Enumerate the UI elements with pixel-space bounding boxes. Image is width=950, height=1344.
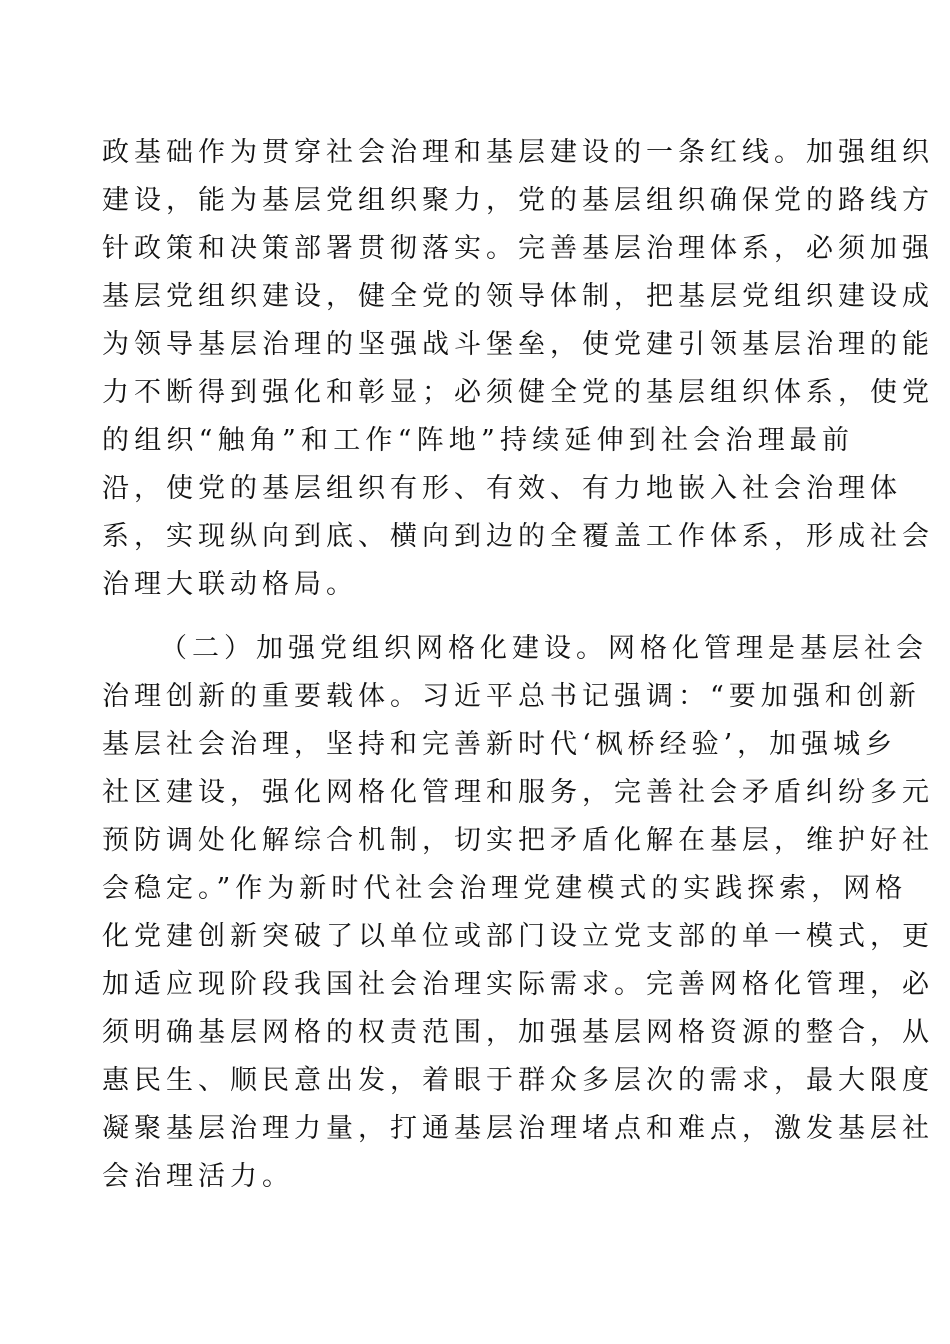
- paragraph-line: 为领导基层治理的坚强战斗堡垒，使党建引领基层治理的能: [102, 329, 934, 360]
- paragraph-line: 力不断得到强化和彰显；必须健全党的基层组织体系，使党: [102, 377, 934, 408]
- paragraph-line: 基层党组织建设，健全党的领导体制，把基层党组织建设成: [102, 281, 934, 312]
- paragraph-line: 沿，使党的基层组织有形、有效、有力地嵌入社会治理体: [102, 473, 902, 504]
- paragraph-line: 须明确基层网格的权责范围，加强基层网格资源的整合，从: [102, 1017, 934, 1048]
- paragraph-2: [102, 625, 934, 1201]
- paragraph-line: 会治理活力。: [102, 1161, 294, 1192]
- paragraph-line: 的组织“触角”和工作“阵地”持续延伸到社会治理最前: [102, 425, 854, 456]
- paragraph-line: 化党建创新突破了以单位或部门设立党支部的单一模式，更: [102, 921, 934, 952]
- paragraph-line: 针政策和决策部署贯彻落实。完善基层治理体系，必须加强: [102, 233, 934, 264]
- paragraph-line: 社区建设，强化网格化管理和服务，完善社会矛盾纠纷多元: [102, 777, 934, 808]
- paragraph-heading-line: （二）加强党组织网格化建设。网格化管理是基层社会: [160, 633, 928, 664]
- paragraph-line: 预防调处化解综合机制，切实把矛盾化解在基层，维护好社: [102, 825, 934, 856]
- paragraph-line: 政基础作为贯穿社会治理和基层建设的一条红线。加强组织: [102, 137, 934, 168]
- paragraph-line: 建设，能为基层党组织聚力，党的基层组织确保党的路线方: [102, 185, 934, 216]
- paragraph-line: 系，实现纵向到底、横向到边的全覆盖工作体系，形成社会: [102, 521, 934, 552]
- paragraph-line: 治理大联动格局。: [102, 569, 358, 600]
- paragraph-line: 治理创新的重要载体。习近平总书记强调：“要加强和创新: [102, 681, 921, 712]
- paragraph-line: 凝聚基层治理力量，打通基层治理堵点和难点，激发基层社: [102, 1113, 934, 1144]
- paragraph-line: 基层社会治理，坚持和完善新时代‘枫桥经验’，加强城乡: [102, 729, 898, 760]
- paragraph-line: 惠民生、顺民意出发，着眼于群众多层次的需求，最大限度: [102, 1065, 934, 1096]
- paragraph-line: 会稳定。”作为新时代社会治理党建模式的实践探索，网格: [102, 873, 908, 904]
- paragraph-1: [102, 129, 934, 609]
- paragraph-line: 加适应现阶段我国社会治理实际需求。完善网格化管理，必: [102, 969, 934, 1000]
